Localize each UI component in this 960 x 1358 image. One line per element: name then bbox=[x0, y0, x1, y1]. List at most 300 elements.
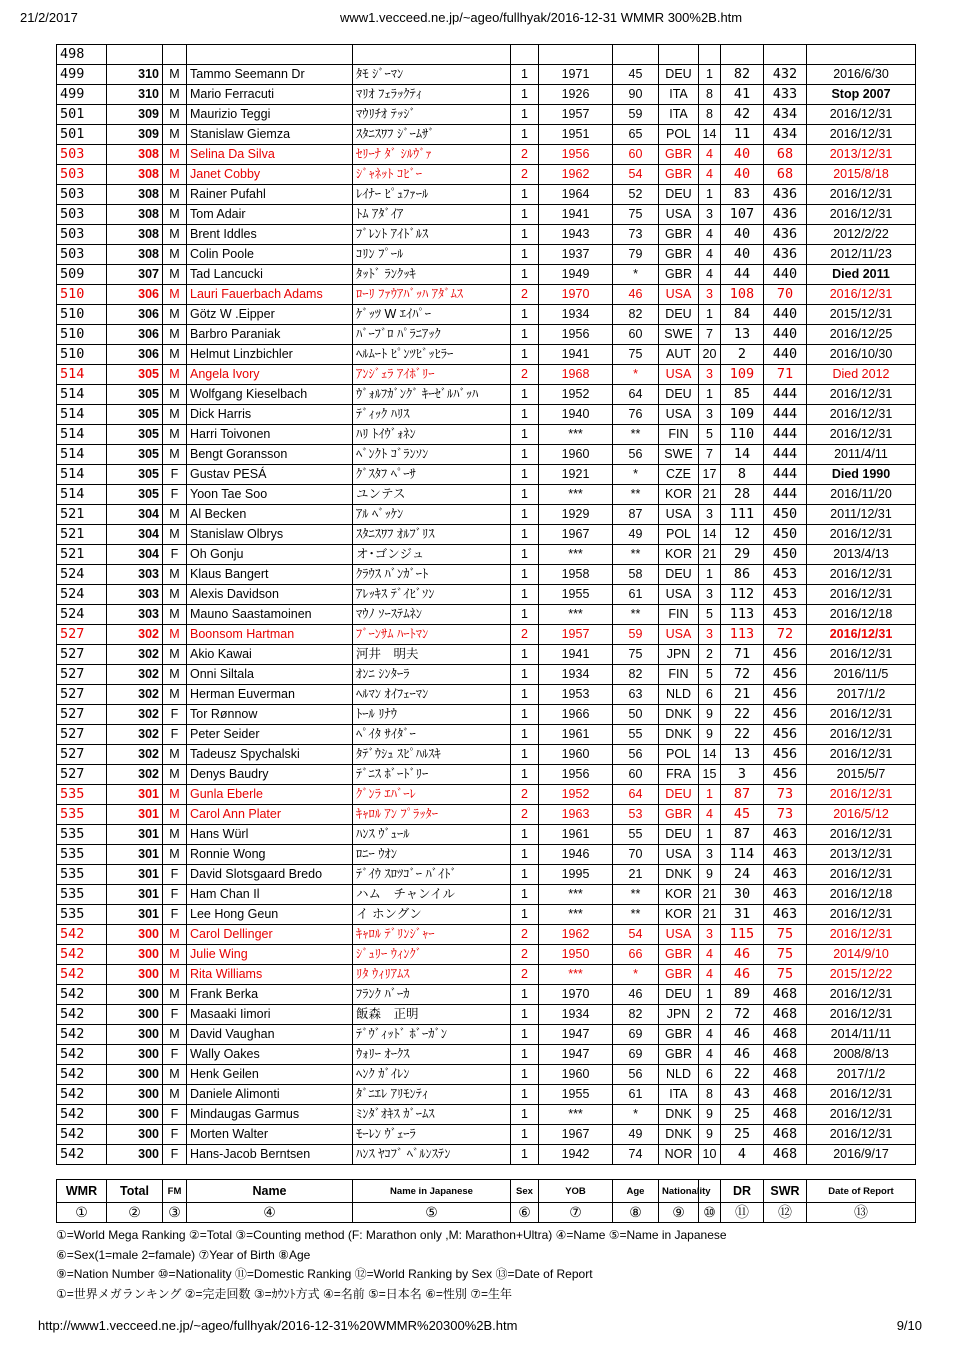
nation-number-cell: 8 bbox=[699, 1085, 721, 1105]
total-cell: 301 bbox=[107, 885, 163, 905]
nationality-cell: USA bbox=[659, 585, 699, 605]
total-cell: 300 bbox=[107, 1005, 163, 1025]
nation-number-cell: 14 bbox=[699, 745, 721, 765]
date-cell: 2016/12/31 bbox=[807, 1125, 916, 1145]
column-header: Sex bbox=[511, 1180, 539, 1203]
print-date: 21/2/2017 bbox=[20, 10, 78, 25]
nationality-cell: DNK bbox=[659, 1105, 699, 1125]
japanese-name-cell: ﾛﾆｰ ｳｵﾝ bbox=[353, 845, 511, 865]
wmr-cell: 542 bbox=[57, 1085, 107, 1105]
total-cell: 300 bbox=[107, 1085, 163, 1105]
date-cell: 2016/12/31 bbox=[807, 405, 916, 425]
wmr-cell: 524 bbox=[57, 585, 107, 605]
japanese-name-cell: ｷｬﾛﾙ ﾃﾞﾘﾝｼﾞｬｰ bbox=[353, 925, 511, 945]
total-cell: 302 bbox=[107, 745, 163, 765]
japanese-name-cell: ｼﾞｭﾘｰ ｳｨﾝｸﾞ bbox=[353, 945, 511, 965]
japanese-name-cell: オ･ゴンジュ bbox=[353, 545, 511, 565]
sex-cell: 1 bbox=[511, 825, 539, 845]
age-cell: * bbox=[613, 1105, 659, 1125]
sex-cell: 1 bbox=[511, 1085, 539, 1105]
nationality-cell: GBR bbox=[659, 225, 699, 245]
nation-number-cell: 17 bbox=[699, 465, 721, 485]
nation-number-cell: 21 bbox=[699, 485, 721, 505]
wmr-cell: 542 bbox=[57, 1145, 107, 1165]
age-cell: 52 bbox=[613, 185, 659, 205]
nationality-cell: FIN bbox=[659, 665, 699, 685]
yob-cell: 1968 bbox=[539, 365, 613, 385]
total-cell: 303 bbox=[107, 565, 163, 585]
swr-cell: 468 bbox=[764, 1145, 807, 1165]
total-cell: 305 bbox=[107, 485, 163, 505]
wmr-cell: 535 bbox=[57, 785, 107, 805]
dr-cell: 22 bbox=[721, 1065, 764, 1085]
yob-cell: 1967 bbox=[539, 1125, 613, 1145]
sex-cell: 1 bbox=[511, 685, 539, 705]
date-cell: 2011/12/31 bbox=[807, 505, 916, 525]
date-cell: 2015/12/22 bbox=[807, 965, 916, 985]
name-cell: Daniele Alimonti bbox=[187, 1085, 353, 1105]
nation-number-cell: 5 bbox=[699, 665, 721, 685]
yob-cell: *** bbox=[539, 905, 613, 925]
nation-number-cell: 4 bbox=[699, 265, 721, 285]
nation-number-cell: 9 bbox=[699, 865, 721, 885]
page-url: www1.vecceed.ne.jp/~ageo/fullhyak/2016-12-31 WMMR 300%2B.htm bbox=[340, 10, 743, 25]
total-cell: 301 bbox=[107, 825, 163, 845]
japanese-name-cell: ﾃﾞｨｯｸ ﾊﾘｽ bbox=[353, 405, 511, 425]
table-row bbox=[57, 1065, 916, 1085]
fm-cell: M bbox=[163, 1065, 187, 1085]
table-row bbox=[57, 125, 916, 145]
nationality-cell: KOR bbox=[659, 545, 699, 565]
total-cell: 305 bbox=[107, 385, 163, 405]
sex-cell: 1 bbox=[511, 1065, 539, 1085]
table-row bbox=[57, 45, 916, 65]
age-cell: 63 bbox=[613, 685, 659, 705]
dr-cell: 113 bbox=[721, 625, 764, 645]
sex-cell: 1 bbox=[511, 585, 539, 605]
spacer-cell bbox=[613, 1165, 659, 1180]
yob-cell: 1956 bbox=[539, 145, 613, 165]
nationality-cell: JPN bbox=[659, 1005, 699, 1025]
spacer-cell bbox=[539, 1165, 613, 1180]
swr-cell: 468 bbox=[764, 1045, 807, 1065]
nationality-cell: NOR bbox=[659, 1145, 699, 1165]
fm-cell: M bbox=[163, 285, 187, 305]
dr-cell: 109 bbox=[721, 405, 764, 425]
date-cell: 2016/11/20 bbox=[807, 485, 916, 505]
fm-cell: M bbox=[163, 85, 187, 105]
japanese-name-cell: ﾌﾗﾝｸ ﾊﾞｰｶ bbox=[353, 985, 511, 1005]
nation-number-cell: 4 bbox=[699, 225, 721, 245]
fm-cell: F bbox=[163, 1045, 187, 1065]
fm-cell: F bbox=[163, 905, 187, 925]
total-cell: 302 bbox=[107, 665, 163, 685]
japanese-name-cell: ﾌﾞｰﾝｻﾑ ﾊｰﾄﾏﾝ bbox=[353, 625, 511, 645]
sex-cell: 1 bbox=[511, 725, 539, 745]
swr-cell: 463 bbox=[764, 885, 807, 905]
yob-cell: 1958 bbox=[539, 565, 613, 585]
fm-cell: M bbox=[163, 825, 187, 845]
date-cell: 2014/9/10 bbox=[807, 945, 916, 965]
wmr-cell: 514 bbox=[57, 485, 107, 505]
date-cell: 2016/12/18 bbox=[807, 885, 916, 905]
nationality-cell: ITA bbox=[659, 1085, 699, 1105]
total-cell: 304 bbox=[107, 505, 163, 525]
table-row bbox=[57, 445, 916, 465]
dr-cell: 40 bbox=[721, 225, 764, 245]
nationality-cell: SWE bbox=[659, 325, 699, 345]
table-row bbox=[57, 625, 916, 645]
fm-cell: F bbox=[163, 725, 187, 745]
age-cell: 75 bbox=[613, 345, 659, 365]
wmr-cell: 501 bbox=[57, 125, 107, 145]
table-row bbox=[57, 725, 916, 745]
japanese-name-cell: ﾀﾃﾞｳｼｭ ｽﾋﾟﾊﾙｽｷ bbox=[353, 745, 511, 765]
column-number: ⑤ bbox=[353, 1203, 511, 1223]
sex-cell: 1 bbox=[511, 745, 539, 765]
japanese-name-cell: ｺﾘﾝ ﾌﾟｰﾙ bbox=[353, 245, 511, 265]
total-cell: 302 bbox=[107, 645, 163, 665]
nation-number-cell: 21 bbox=[699, 885, 721, 905]
sex-cell: 1 bbox=[511, 545, 539, 565]
swr-cell: 468 bbox=[764, 1105, 807, 1125]
nationality-cell: NLD bbox=[659, 1065, 699, 1085]
dr-cell: 44 bbox=[721, 265, 764, 285]
dr-cell: 112 bbox=[721, 585, 764, 605]
japanese-name-cell: ﾄﾑ ｱﾀﾞｲｱ bbox=[353, 205, 511, 225]
date-cell: 2016/12/31 bbox=[807, 825, 916, 845]
yob-cell: 1957 bbox=[539, 625, 613, 645]
table-row bbox=[57, 965, 916, 985]
fm-cell: M bbox=[163, 525, 187, 545]
nationality-cell: FIN bbox=[659, 425, 699, 445]
wmr-cell: 501 bbox=[57, 105, 107, 125]
fm-cell: M bbox=[163, 805, 187, 825]
column-number: ④ bbox=[187, 1203, 353, 1223]
yob-cell: 1955 bbox=[539, 1085, 613, 1105]
japanese-name-cell: ﾌﾞﾚﾝﾄ ｱｲﾄﾞﾙｽ bbox=[353, 225, 511, 245]
sex-cell: 1 bbox=[511, 905, 539, 925]
yob-cell: 1970 bbox=[539, 985, 613, 1005]
wmr-cell: 524 bbox=[57, 605, 107, 625]
yob-cell: *** bbox=[539, 885, 613, 905]
fm-cell: M bbox=[163, 345, 187, 365]
table-row bbox=[57, 185, 916, 205]
yob-cell: 1941 bbox=[539, 345, 613, 365]
table-row bbox=[57, 205, 916, 225]
dr-cell: 108 bbox=[721, 285, 764, 305]
nation-number-cell: 14 bbox=[699, 125, 721, 145]
table-row bbox=[57, 225, 916, 245]
table-row bbox=[57, 285, 916, 305]
japanese-name-cell: ﾓｰﾚﾝ ｳﾞｪｰﾗ bbox=[353, 1125, 511, 1145]
swr-cell: 450 bbox=[764, 505, 807, 525]
date-cell: Stop 2007 bbox=[807, 85, 916, 105]
nationality-cell: SWE bbox=[659, 445, 699, 465]
japanese-name-cell: ユンテス bbox=[353, 485, 511, 505]
sex-cell: 2 bbox=[511, 945, 539, 965]
wmr-cell: 499 bbox=[57, 65, 107, 85]
date-cell: 2015/5/7 bbox=[807, 765, 916, 785]
swr-cell: 75 bbox=[764, 945, 807, 965]
age-cell: ** bbox=[613, 425, 659, 445]
swr-cell: 440 bbox=[764, 325, 807, 345]
table-row bbox=[57, 485, 916, 505]
age-cell: 54 bbox=[613, 165, 659, 185]
name-cell: Lee Hong Geun bbox=[187, 905, 353, 925]
japanese-name-cell: ｸﾗｳｽ ﾊﾞﾝｶﾞｰﾄ bbox=[353, 565, 511, 585]
total-cell: 304 bbox=[107, 525, 163, 545]
date-cell: 2016/12/18 bbox=[807, 605, 916, 625]
table-row bbox=[57, 1105, 916, 1125]
yob-cell: 1946 bbox=[539, 845, 613, 865]
total-cell: 300 bbox=[107, 985, 163, 1005]
date-cell: 2017/1/2 bbox=[807, 1065, 916, 1085]
nationality-cell: DEU bbox=[659, 385, 699, 405]
wmr-cell: 542 bbox=[57, 965, 107, 985]
date-cell: 2016/9/17 bbox=[807, 1145, 916, 1165]
dr-cell: 111 bbox=[721, 505, 764, 525]
nationality-cell: GBR bbox=[659, 165, 699, 185]
age-cell: 79 bbox=[613, 245, 659, 265]
nationality-cell: USA bbox=[659, 285, 699, 305]
japanese-name-cell: ﾘﾀ ｳｨﾘｱﾑｽ bbox=[353, 965, 511, 985]
nationality-cell: GBR bbox=[659, 1025, 699, 1045]
total-cell: 308 bbox=[107, 165, 163, 185]
name-cell: Henk Geilen bbox=[187, 1065, 353, 1085]
japanese-name-cell: ｸﾞｽﾀﾌ ﾍﾟｰｻ bbox=[353, 465, 511, 485]
japanese-name-cell: ｳﾞｫﾙﾌｶﾞﾝｸﾞ ｷｰｾﾞﾙﾊﾞｯﾊ bbox=[353, 385, 511, 405]
dr-cell: 71 bbox=[721, 645, 764, 665]
sex-cell: 1 bbox=[511, 305, 539, 325]
nation-number-cell: 3 bbox=[699, 505, 721, 525]
age-cell: 69 bbox=[613, 1045, 659, 1065]
date-cell: 2015/8/18 bbox=[807, 165, 916, 185]
table-row bbox=[57, 345, 916, 365]
fm-cell: F bbox=[163, 1005, 187, 1025]
age-cell: 64 bbox=[613, 385, 659, 405]
dr-cell: 87 bbox=[721, 825, 764, 845]
wmr-cell: 521 bbox=[57, 505, 107, 525]
swr-cell: 436 bbox=[764, 205, 807, 225]
swr-cell: 468 bbox=[764, 985, 807, 1005]
footer-url: http://www1.vecceed.ne.jp/~ageo/fullhyak/2016-12-31%20WMMR%20300%2B.htm bbox=[38, 1318, 518, 1333]
nationality-cell: DEU bbox=[659, 825, 699, 845]
total-cell: 301 bbox=[107, 845, 163, 865]
nationality-cell: GBR bbox=[659, 1045, 699, 1065]
fm-cell: M bbox=[163, 165, 187, 185]
dr-cell: 107 bbox=[721, 205, 764, 225]
nation-number-cell: 3 bbox=[699, 285, 721, 305]
name-cell: Dick Harris bbox=[187, 405, 353, 425]
total-cell: 300 bbox=[107, 1105, 163, 1125]
sex-cell: 2 bbox=[511, 285, 539, 305]
age-cell: 56 bbox=[613, 445, 659, 465]
sex-cell: 1 bbox=[511, 385, 539, 405]
nationality-cell: KOR bbox=[659, 885, 699, 905]
age-cell: 60 bbox=[613, 765, 659, 785]
sex-cell: 1 bbox=[511, 845, 539, 865]
name-cell: David Slotsgaard Bredo bbox=[187, 865, 353, 885]
wmr-cell: 527 bbox=[57, 685, 107, 705]
wmr-cell: 542 bbox=[57, 1125, 107, 1145]
swr-cell: 456 bbox=[764, 725, 807, 745]
dr-cell: 3 bbox=[721, 765, 764, 785]
date-cell: 2016/12/31 bbox=[807, 585, 916, 605]
dr-cell: 83 bbox=[721, 185, 764, 205]
table-row bbox=[57, 985, 916, 1005]
name-cell: Hans-Jacob Berntsen bbox=[187, 1145, 353, 1165]
date-cell: 2016/11/5 bbox=[807, 665, 916, 685]
wmr-cell: 503 bbox=[57, 245, 107, 265]
column-header: Name bbox=[187, 1180, 353, 1203]
swr-cell: 453 bbox=[764, 605, 807, 625]
wmr-cell: 542 bbox=[57, 925, 107, 945]
wmr-cell: 535 bbox=[57, 905, 107, 925]
swr-cell: 70 bbox=[764, 285, 807, 305]
name-cell: Selina Da Silva bbox=[187, 145, 353, 165]
spacer-cell bbox=[764, 1165, 807, 1180]
yob-cell: 1966 bbox=[539, 705, 613, 725]
column-header: DR bbox=[721, 1180, 764, 1203]
swr-cell: 436 bbox=[764, 185, 807, 205]
table-row bbox=[57, 605, 916, 625]
table-row bbox=[57, 1025, 916, 1045]
age-cell: 75 bbox=[613, 645, 659, 665]
total-cell: 300 bbox=[107, 1025, 163, 1045]
yob-cell: 1929 bbox=[539, 505, 613, 525]
sex-cell: 1 bbox=[511, 1045, 539, 1065]
total-cell: 308 bbox=[107, 145, 163, 165]
date-cell: 2016/12/31 bbox=[807, 1005, 916, 1025]
swr-cell: 463 bbox=[764, 845, 807, 865]
date-cell: 2012/11/23 bbox=[807, 245, 916, 265]
table-row bbox=[57, 265, 916, 285]
sex-cell: 1 bbox=[511, 765, 539, 785]
wmr-cell: 527 bbox=[57, 725, 107, 745]
age-cell: ** bbox=[613, 545, 659, 565]
japanese-name-cell: ｼﾞｬﾈｯﾄ ｺﾋﾞｰ bbox=[353, 165, 511, 185]
yob-cell: 1926 bbox=[539, 85, 613, 105]
nation-number-cell: 14 bbox=[699, 525, 721, 545]
date-cell: 2013/12/31 bbox=[807, 845, 916, 865]
spacer-cell bbox=[107, 1165, 163, 1180]
wmr-cell: 527 bbox=[57, 645, 107, 665]
yob-cell: 1961 bbox=[539, 725, 613, 745]
table-row bbox=[57, 765, 916, 785]
swr-cell: 71 bbox=[764, 365, 807, 385]
total-cell: 302 bbox=[107, 685, 163, 705]
total-cell: 308 bbox=[107, 185, 163, 205]
fm-cell: F bbox=[163, 485, 187, 505]
name-cell: Masaaki Iimori bbox=[187, 1005, 353, 1025]
dr-cell: 85 bbox=[721, 385, 764, 405]
swr-cell: 456 bbox=[764, 645, 807, 665]
total-cell: 308 bbox=[107, 245, 163, 265]
wmr-cell: 527 bbox=[57, 625, 107, 645]
wmr-cell: 535 bbox=[57, 865, 107, 885]
age-cell: 73 bbox=[613, 225, 659, 245]
age-cell: 76 bbox=[613, 405, 659, 425]
wmr-cell: 509 bbox=[57, 265, 107, 285]
dr-cell: 11 bbox=[721, 125, 764, 145]
fm-cell: M bbox=[163, 65, 187, 85]
total-cell: 306 bbox=[107, 345, 163, 365]
total-cell: 310 bbox=[107, 85, 163, 105]
japanese-name-cell: イ ホングン bbox=[353, 905, 511, 925]
dr-cell: 40 bbox=[721, 145, 764, 165]
total-cell: 301 bbox=[107, 905, 163, 925]
sex-cell: 1 bbox=[511, 705, 539, 725]
japanese-name-cell: ｷｬﾛﾙ ｱﾝ ﾌﾟﾗｯﾀｰ bbox=[353, 805, 511, 825]
nationality-cell: DEU bbox=[659, 985, 699, 1005]
nationality-cell: DEU bbox=[659, 185, 699, 205]
nationality-cell: ITA bbox=[659, 105, 699, 125]
name-cell: Bengt Goransson bbox=[187, 445, 353, 465]
japanese-name-cell: ﾚｲﾅｰ ﾋﾟｭﾌｧｰﾙ bbox=[353, 185, 511, 205]
ranking-table bbox=[56, 44, 916, 1223]
yob-cell: *** bbox=[539, 1105, 613, 1125]
japanese-name-cell: ｱﾝｼﾞｪﾗ ｱｲﾎﾞﾘｰ bbox=[353, 365, 511, 385]
total-cell: 310 bbox=[107, 65, 163, 85]
nationality-cell: KOR bbox=[659, 905, 699, 925]
total-cell: 300 bbox=[107, 945, 163, 965]
nation-number-cell: 9 bbox=[699, 1125, 721, 1145]
fm-cell: M bbox=[163, 405, 187, 425]
nationality-cell: GBR bbox=[659, 145, 699, 165]
nationality-cell: USA bbox=[659, 925, 699, 945]
nation-number-cell: 9 bbox=[699, 705, 721, 725]
fm-cell: M bbox=[163, 605, 187, 625]
age-cell: 50 bbox=[613, 705, 659, 725]
japanese-name-cell: ﾀﾓ ｼﾞｰﾏﾝ bbox=[353, 65, 511, 85]
age-cell: * bbox=[613, 965, 659, 985]
dr-cell: 72 bbox=[721, 1005, 764, 1025]
yob-cell: 1971 bbox=[539, 65, 613, 85]
table-row bbox=[57, 885, 916, 905]
nation-number-cell: 4 bbox=[699, 145, 721, 165]
table-row bbox=[57, 565, 916, 585]
swr-cell: 440 bbox=[764, 265, 807, 285]
nation-number-cell: 7 bbox=[699, 325, 721, 345]
name-cell: Oh Gonju bbox=[187, 545, 353, 565]
fm-cell: M bbox=[163, 245, 187, 265]
yob-cell: 1960 bbox=[539, 445, 613, 465]
age-cell: * bbox=[613, 465, 659, 485]
dr-cell: 13 bbox=[721, 325, 764, 345]
japanese-name-cell: ｽﾀﾆｽﾜﾌ ｼﾞｰﾑｻﾞ bbox=[353, 125, 511, 145]
age-cell: 66 bbox=[613, 945, 659, 965]
japanese-name-cell: ﾄｰﾙ ﾘﾅｳ bbox=[353, 705, 511, 725]
name-cell: Rainer Pufahl bbox=[187, 185, 353, 205]
sex-cell: 1 bbox=[511, 445, 539, 465]
date-cell: 2016/12/31 bbox=[807, 745, 916, 765]
yob-cell: 1970 bbox=[539, 285, 613, 305]
total-cell: 308 bbox=[107, 205, 163, 225]
name-cell: David Vaughan bbox=[187, 1025, 353, 1045]
name-cell: Tammo Seemann Dr bbox=[187, 65, 353, 85]
table-row bbox=[57, 1045, 916, 1065]
wmr-cell: 510 bbox=[57, 305, 107, 325]
dr-cell: 46 bbox=[721, 1025, 764, 1045]
swr-cell: 450 bbox=[764, 545, 807, 565]
yob-cell: 1937 bbox=[539, 245, 613, 265]
nation-number-cell: 6 bbox=[699, 1065, 721, 1085]
date-cell: Died 1990 bbox=[807, 465, 916, 485]
wmr-cell: 542 bbox=[57, 1105, 107, 1125]
table-row bbox=[57, 145, 916, 165]
sex-cell: 1 bbox=[511, 1025, 539, 1045]
